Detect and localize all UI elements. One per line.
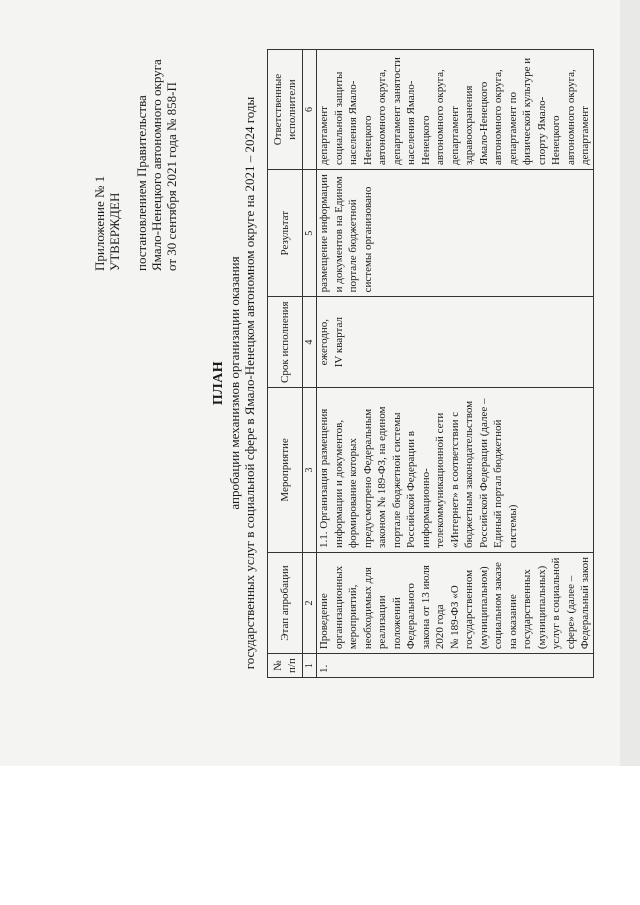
row-num: 1. <box>317 654 594 678</box>
plan-subtitle-1: апробации механизмов организации оказания <box>227 256 242 510</box>
column-number: 3 <box>303 387 317 552</box>
column-number-row <box>303 50 317 678</box>
plan-title: ПЛАН <box>211 360 226 406</box>
header-row <box>268 50 303 678</box>
table-row <box>317 50 594 678</box>
header-deadline: Срок исполнения <box>268 297 303 388</box>
appendix-approved: УТВЕРЖДЕН <box>107 192 122 271</box>
column-number: 4 <box>303 297 317 388</box>
plan-table <box>267 49 594 678</box>
scan-edge <box>620 0 640 766</box>
row-stage: Проведение организационных мероприятий, необходимых для реализации положений Федерального закона от 13 июля 2020 года № 189-ФЗ «О государственном (муниципальном) социальном заказе на оказание государственных (муниципальных) услуг в социальной сфере» (далее – Федеральный закон <box>317 552 594 653</box>
column-number: 6 <box>303 50 317 170</box>
header-num: № п/п <box>268 654 303 678</box>
row-deadline: ежегодно, IV квартал <box>317 297 594 388</box>
appendix-line-3: от 30 сентября 2021 года № 858-П <box>164 82 179 271</box>
column-number: 1 <box>303 654 317 678</box>
appendix-line-1: постановлением Правительства <box>134 95 149 271</box>
appendix-number: Приложение № 1 <box>92 175 107 271</box>
appendix-block <box>92 11 179 271</box>
column-number: 5 <box>303 170 317 297</box>
row-activity: 1.1. Организация размещения информации и документов, формирование которых предусмотрено Федеральным законом № 189-ФЗ, на едином портале бюджетной системы Российской Федерации в информационно- телекоммуникационной сети «Интернет» в соответствии с бюджетным законодательством Российской Федерации (далее – Единый портал бюджетной системы) <box>317 387 594 552</box>
appendix-line-2: Ямало-Ненецкого автономного округа <box>149 59 164 271</box>
header-executors: Ответственные исполнители <box>268 50 303 170</box>
header-activity: Мероприятие <box>268 387 303 552</box>
plan-subtitle-2: государственных услуг в социальной сфере в Ямало-Ненецком автономном округе на 2021 – 2024 годы <box>242 96 257 670</box>
row-executors: департамент социальной защиты населения Ямало- Ненецкого автономного округа, департамент занятости населения Ямало- Ненецкого автономного округа, департамент здравоохранения Ямало-Ненецкого автономного округа, департамент по физической культуре и спорту Ямало- Ненецкого автономного округа, департамент <box>317 50 594 170</box>
header-result: Результат <box>268 170 303 297</box>
header-stage: Этап апробации <box>268 552 303 653</box>
row-result: размещение информации и документов на Едином портале бюджетной системы организовано <box>317 170 594 297</box>
column-number: 2 <box>303 552 317 653</box>
